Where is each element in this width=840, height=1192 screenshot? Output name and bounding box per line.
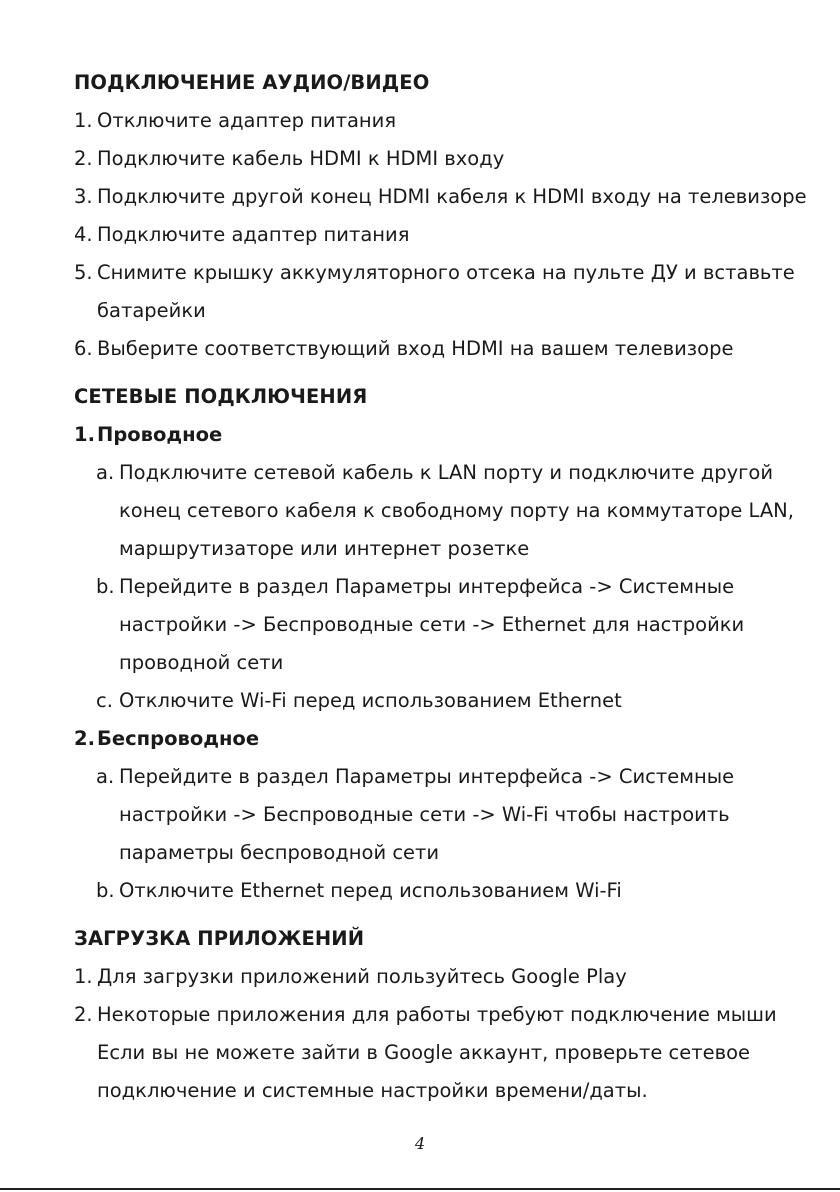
- item-number: 1.: [74, 423, 95, 446]
- section-apps: [74, 920, 814, 1110]
- item-letter: b.: [96, 879, 115, 902]
- item-text: Отключите Ethernet перед использованием Wi-Fi: [119, 879, 622, 902]
- item-text: Выберите соответствующий вход HDMI на вашем телевизоре: [97, 337, 734, 360]
- section-title-network: СЕТЕВЫЕ ПОДКЛЮЧЕНИЯ: [74, 385, 368, 408]
- list-item: [74, 958, 814, 996]
- subsection-wired: [74, 416, 814, 454]
- subsection-label: Проводное: [97, 423, 223, 446]
- item-text: Подключите другой конец HDMI кабеля к HDMI входу на телевизоре: [97, 185, 807, 208]
- list-item: [74, 178, 814, 216]
- item-letter: b.: [96, 575, 115, 598]
- item-letter: a.: [96, 461, 115, 484]
- list-item: [74, 102, 814, 140]
- section-av-connection: [74, 64, 814, 368]
- item-text: Отключите Wi-Fi перед использованием Ethernet: [119, 689, 622, 712]
- list-item-continuation: конец сетевого кабеля к свободному порту на коммутаторе LAN,: [119, 499, 794, 522]
- list-item: [74, 330, 814, 368]
- bottom-divider: [0, 1188, 840, 1190]
- item-text: Перейдите в раздел Параметры интерфейса -> Системные: [119, 765, 735, 788]
- list-item-continuation: настройки -> Беспроводные сети -> Ethernet для настройки: [119, 613, 745, 636]
- list-item-continuation: подключение и системные настройки времени/даты.: [97, 1079, 648, 1102]
- item-number: 4.: [74, 223, 93, 246]
- item-text: Подключите кабель HDMI к HDMI входу: [97, 147, 505, 170]
- item-number: 1.: [74, 109, 93, 132]
- item-number: 6.: [74, 337, 93, 360]
- item-number: 5.: [74, 261, 93, 284]
- list-item: [74, 140, 814, 178]
- item-text: Некоторые приложения для работы требуют подключение мыши: [97, 1003, 777, 1026]
- list-item: [74, 872, 814, 910]
- list-item-continuation: Если вы не можете зайти в Google аккаунт, проверьте сетевое: [97, 1041, 751, 1064]
- page-content: [74, 64, 814, 1110]
- item-text: Для загрузки приложений пользуйтесь Google Play: [97, 965, 627, 988]
- list-item-continuation: настройки -> Беспроводные сети -> Wi-Fi чтобы настроить: [119, 803, 730, 826]
- item-text: Снимите крышку аккумуляторного отсека на пульте ДУ и вставьте: [97, 261, 795, 284]
- list-item: [74, 682, 814, 720]
- item-number: 1.: [74, 965, 93, 988]
- list-item: [74, 454, 814, 492]
- item-number: 2.: [74, 727, 95, 750]
- page-number: 4: [414, 1134, 426, 1153]
- subsection-wireless: [74, 720, 814, 758]
- list-item-continuation: проводной сети: [119, 651, 284, 674]
- list-item: [74, 996, 814, 1034]
- item-number: 2.: [74, 1003, 93, 1026]
- list-item: [74, 568, 814, 606]
- list-item-continuation: батарейки: [97, 299, 206, 322]
- item-text: Перейдите в раздел Параметры интерфейса -> Системные: [119, 575, 735, 598]
- list-item-continuation: параметры беспроводной сети: [119, 841, 440, 864]
- item-number: 3.: [74, 185, 93, 208]
- section-title-apps: ЗАГРУЗКА ПРИЛОЖЕНИЙ: [74, 927, 365, 950]
- list-item: [74, 758, 814, 796]
- item-letter: a.: [96, 765, 115, 788]
- section-title-av: ПОДКЛЮЧЕНИЕ АУДИО/ВИДЕО: [74, 71, 430, 94]
- list-item: [74, 216, 814, 254]
- item-number: 2.: [74, 147, 93, 170]
- section-network: [74, 378, 814, 910]
- item-text: Подключите адаптер питания: [97, 223, 410, 246]
- item-text: Отключите адаптер питания: [97, 109, 397, 132]
- item-letter: c.: [96, 689, 113, 712]
- item-text: Подключите сетевой кабель к LAN порту и подключите другой: [119, 461, 774, 484]
- list-item-continuation: маршрутизаторе или интернет розетке: [119, 537, 530, 560]
- subsection-label: Беспроводное: [97, 727, 260, 750]
- list-item: [74, 254, 814, 292]
